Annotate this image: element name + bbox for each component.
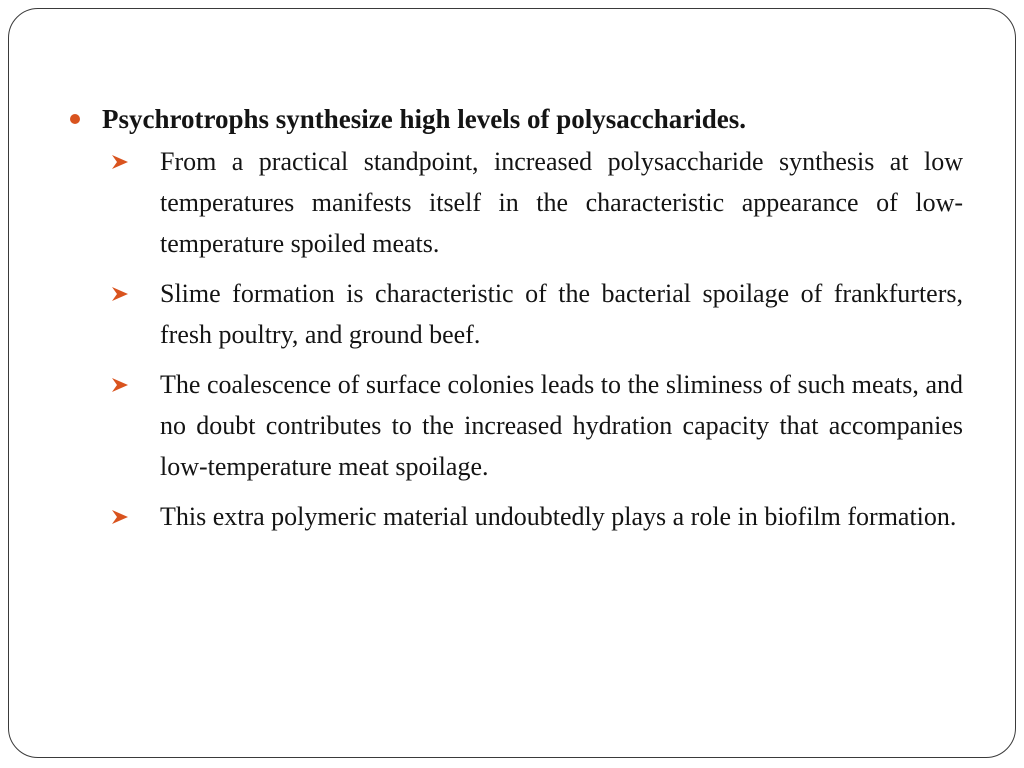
arrowhead-bullet-icon [111, 509, 129, 525]
sub-bullet-text: Slime formation is characteristic of the bacterial spoilage of frankfurters, fresh poultry, and ground beef. [160, 279, 963, 349]
sub-bullet-item [69, 141, 969, 264]
main-bullet-text: Psychrotrophs synthesize high levels of polysaccharides. [102, 104, 747, 134]
sub-bullet-list [69, 141, 969, 537]
sub-bullet-text: This extra polymeric material undoubtedly plays a role in biofilm formation. [160, 502, 957, 531]
slide-content [69, 97, 969, 546]
sub-bullet-text: From a practical standpoint, increased polysaccharide synthesis at low temperatures manifests itself in the characteristic appearance of low-temperature spoiled meats. [160, 147, 963, 258]
dot-bullet-icon [70, 114, 80, 124]
arrowhead-bullet-icon [111, 377, 129, 393]
arrowhead-bullet-icon [111, 154, 129, 170]
arrowhead-bullet-icon [111, 286, 129, 302]
slide-frame [8, 8, 1016, 758]
sub-bullet-text: The coalescence of surface colonies leads to the sliminess of such meats, and no doubt contributes to the increased hydration capacity that accompanies low-temperature meat spoilage. [160, 370, 963, 481]
sub-bullet-item [69, 364, 969, 487]
sub-bullet-item [69, 273, 969, 355]
sub-bullet-item [69, 496, 969, 537]
main-bullet-point [69, 97, 969, 141]
